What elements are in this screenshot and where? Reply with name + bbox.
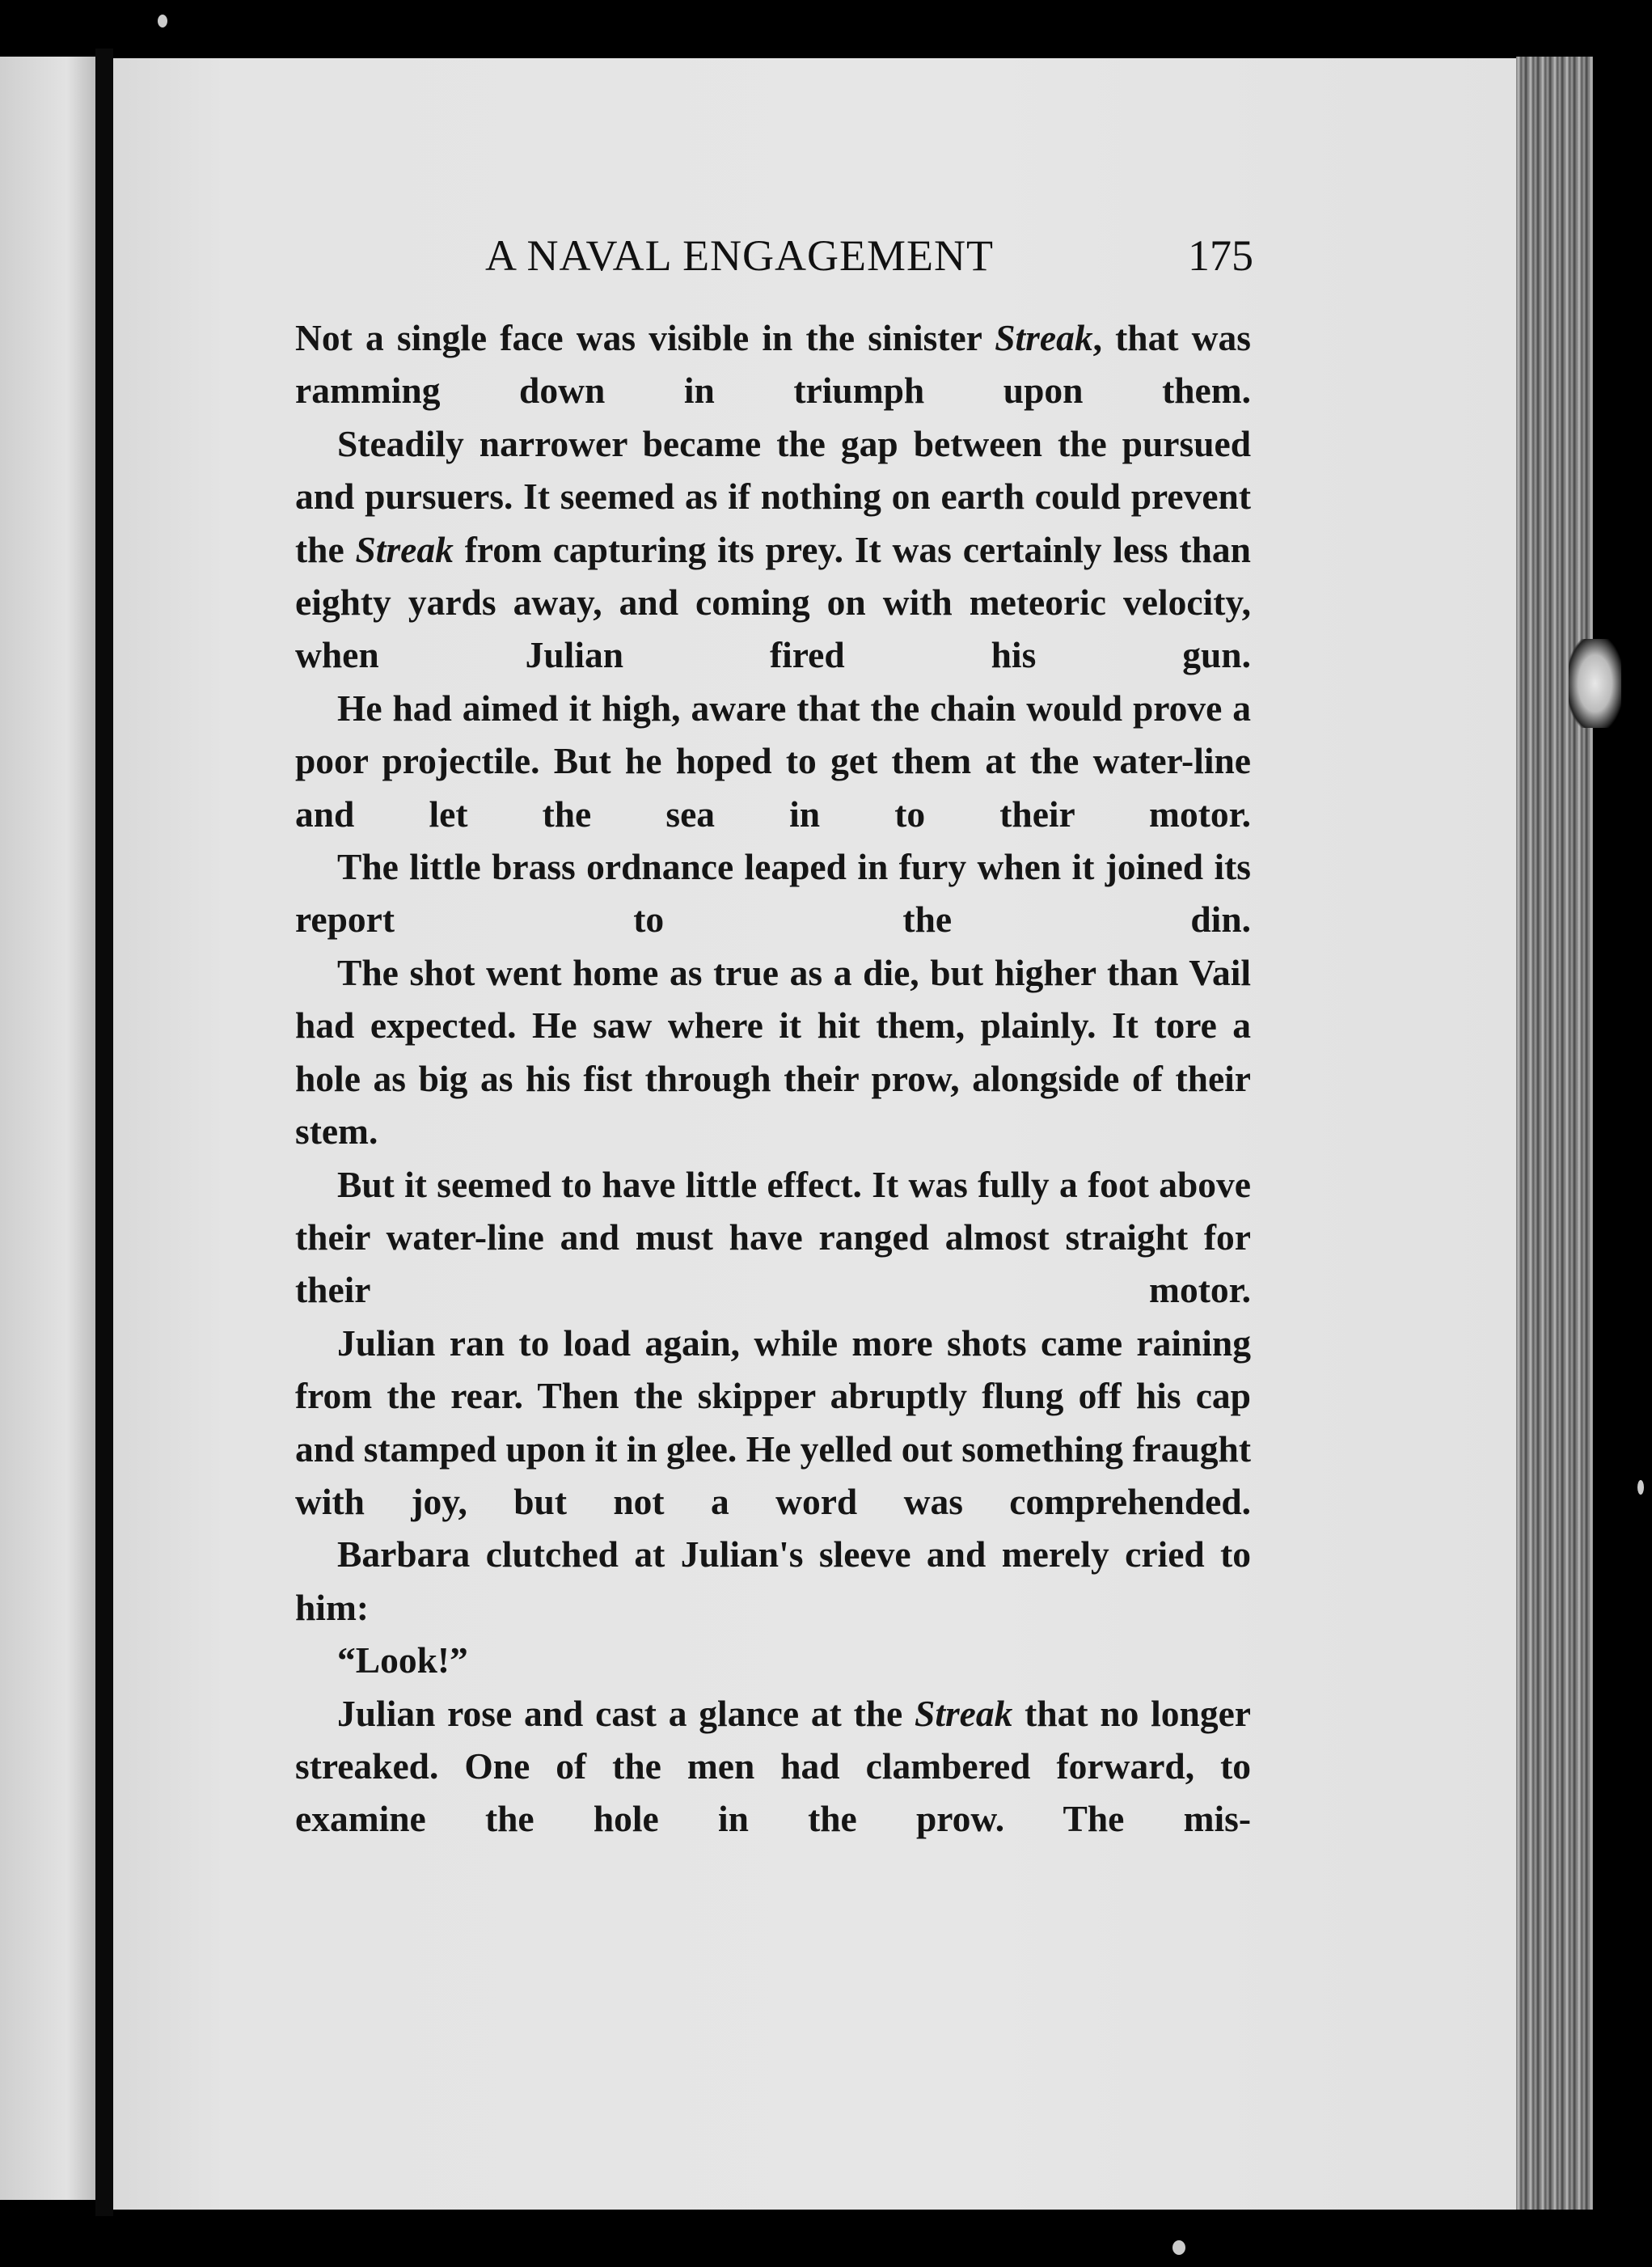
boat-name: Streak (995, 317, 1093, 358)
boat-name: Streak (915, 1692, 1013, 1734)
paragraph: Steadily narrower became the gap between the pursued and pursuers. It seemed as if nothing on earth could prevent the Streak from capturing its prey. It was certainly less than eighty yards away, and coming on with meteoric velocity, when Julian fired his gun. (295, 422, 1251, 676)
scan-speck (1172, 2240, 1185, 2255)
paragraph: Julian ran to load again, while more shots came raining from the rear. Then the skipper abruptly flung off his cap and stamped upon it in glee. He yelled out something fraught with joy, but not a word was comprehended. (295, 1322, 1251, 1522)
facing-page-edge (0, 57, 95, 2200)
boat-name: Streak (355, 528, 454, 570)
paragraph: Julian rose and cast a glance at the Streak that no longer streaked. One of the men had clambered forward, to examine the hole in the prow. The mis- (295, 1692, 1252, 1840)
paragraph: But it seemed to have little effect. It was fully a foot above their water-line and must have ranged almost straight for their motor. (295, 1163, 1251, 1311)
scan-speck (158, 15, 167, 27)
paragraph: Not a single face was visible in the sinister Streak, that was ramming down in triumph upon them. (295, 317, 1251, 412)
book-gutter (95, 49, 113, 2216)
paragraph: He had aimed it high, aware that the chain would prove a poor projectile. But he hoped to get them at the water-line and let the sea in to their motor. (295, 687, 1251, 835)
page-stack-edge (1516, 57, 1593, 2210)
page-header (485, 231, 1253, 287)
paragraph-quote: “Look!” (337, 1639, 468, 1681)
paper-clip-mark (1569, 639, 1621, 728)
body-text (295, 311, 1251, 1846)
paragraph: The shot went home as true as a die, but higher than Vail had expected. He saw where it hit them, plainly. It tore a hole as big as his fist through their prow, alongside of their stem. (295, 951, 1251, 1153)
paragraph: The little brass ordnance leaped in fury when it joined its report to the din. (295, 846, 1251, 941)
scan-speck (1637, 1480, 1644, 1495)
page-number: 175 (1188, 231, 1253, 280)
running-head: A NAVAL ENGAGEMENT (485, 231, 995, 280)
paragraph: Barbara clutched at Julian's sleeve and merely cried to him: (295, 1533, 1251, 1628)
